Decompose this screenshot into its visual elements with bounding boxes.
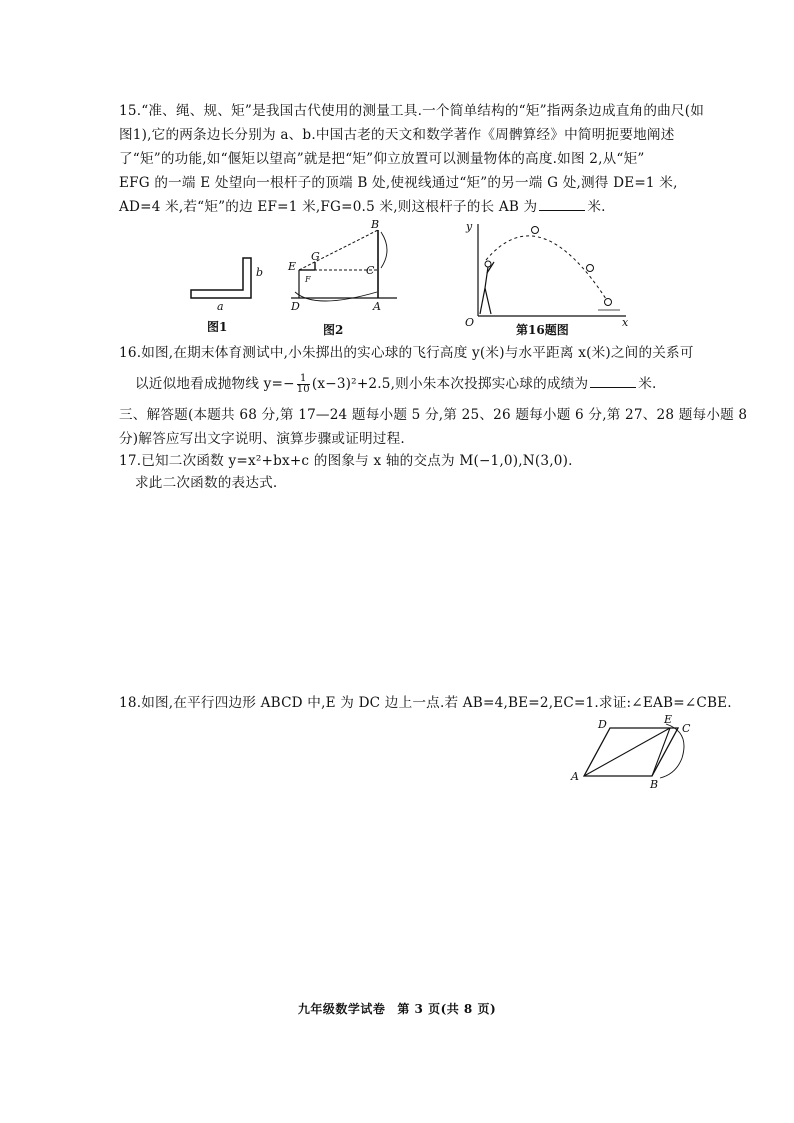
q15-line-4: EFG 的一端 E 处望向一根杆子的顶端 B 处,使视线通过“矩”的另一端 G 处,测得 DE=1 米, [119,175,678,191]
q15-line-5 [119,198,606,216]
square-ruler-shape [191,258,251,298]
fig2-label-B: B [371,218,380,231]
fig18-segment-BE [652,728,670,776]
q18-line-1: 18.如图,在平行四边形 ABCD 中,E 为 DC 边上一点.若 AB=4,BE=2,EC=1.求证:∠EAB=∠CBE. [119,695,732,711]
figure-1 [185,252,270,332]
q15-line-2: 图1),它的两条边长分别为 a、b.中国古老的天文和数学著作《周髀算经》中简明扼要地阐述 [119,127,675,143]
fig16-label-O: O [465,316,475,329]
fig16-ball-top [532,227,539,234]
q15-unit: 米. [587,199,606,215]
q16-fraction [297,374,310,395]
figure-2 [285,218,405,336]
q16-fraction-denominator: 10 [296,384,310,395]
fig16-label-y: y [466,220,473,233]
fig18-label-D: D [598,718,607,731]
q16-line-2-text: 以近似地看成抛物线 y=− [135,376,295,392]
page-footer [0,1000,794,1017]
q15-answer-blank[interactable] [539,198,585,211]
fig2-annotation-curve [295,292,377,301]
fig18-label-A: A [571,770,579,783]
fig16-ball-mid [587,265,594,272]
fig18-parallelogram-ABCD [584,728,678,776]
q15-line-1: 15.“准、绳、规、矩”是我国古代使用的测量工具.一个简单结构的“矩”指两条边成直角的曲尺(如 [119,103,705,119]
q16-fraction-numerator: 1 [297,374,310,385]
q16-unit: 米. [638,376,657,392]
fig1-label-b: b [256,266,264,279]
fig1-caption: 图1 [207,320,228,332]
q15-line-3: 了“矩”的功能,如“偃矩以望高”就是把“矩”仰立放置可以测量物体的高度.如图 2,从“矩” [119,151,645,167]
footer-title: 九年级数学试卷 [297,1002,386,1016]
q16-line-2-rest: (x−3)²+2.5,则小朱本次投掷实心球的成绩为 [311,376,589,392]
fig2-caption: 图2 [323,323,344,336]
fig2-label-G: G [311,250,320,263]
fig16-thrower-figure [480,261,494,314]
footer-page-number: 第 3 页(共 8 页) [397,1002,497,1016]
fig2-annotation-arc [381,232,387,268]
fig2-label-C: C [366,264,375,277]
fig2-label-E: E [288,260,297,273]
q17-line-2: 求此二次函数的表达式. [135,475,278,491]
fig1-label-a: a [217,300,224,313]
q16-answer-blank[interactable] [590,375,636,388]
fig18-label-E: E [664,713,673,726]
q17-line-1: 17.已知二次函数 y=x²+bx+c 的图象与 x 轴的交点为 M(−1,0),N(3,0). [119,453,573,469]
figure-18 [566,712,706,792]
q15-line-5-text: AD=4 米,若“矩”的边 EF=1 米,FG=0.5 米,则这根杆子的长 AB 为 [119,199,538,215]
q16-line-2 [135,372,657,396]
fig16-ball-landing [605,299,612,306]
fig16-label-x: x [622,316,629,329]
fig2-label-D: D [291,300,300,313]
fig2-label-F: F [305,275,311,284]
figure-16 [458,218,638,336]
q16-line-1: 16.如图,在期末体育测试中,小朱掷出的实心球的飞行高度 y(米)与水平距离 x(米)之间的关系可 [119,345,694,361]
fig16-caption: 第16题图 [516,323,569,336]
section-3-heading-line-1: 三、解答题(本题共 68 分,第 17—24 题每小题 5 分,第 25、26 题每小题 6 分,第 27、28 题每小题 8 [119,407,748,423]
fig2-label-A: A [373,300,381,313]
fig18-label-C: C [682,722,691,735]
section-3-heading-line-2: 分)解答应写出文字说明、演算步骤或证明过程. [119,431,405,447]
fig18-label-B: B [650,778,659,791]
